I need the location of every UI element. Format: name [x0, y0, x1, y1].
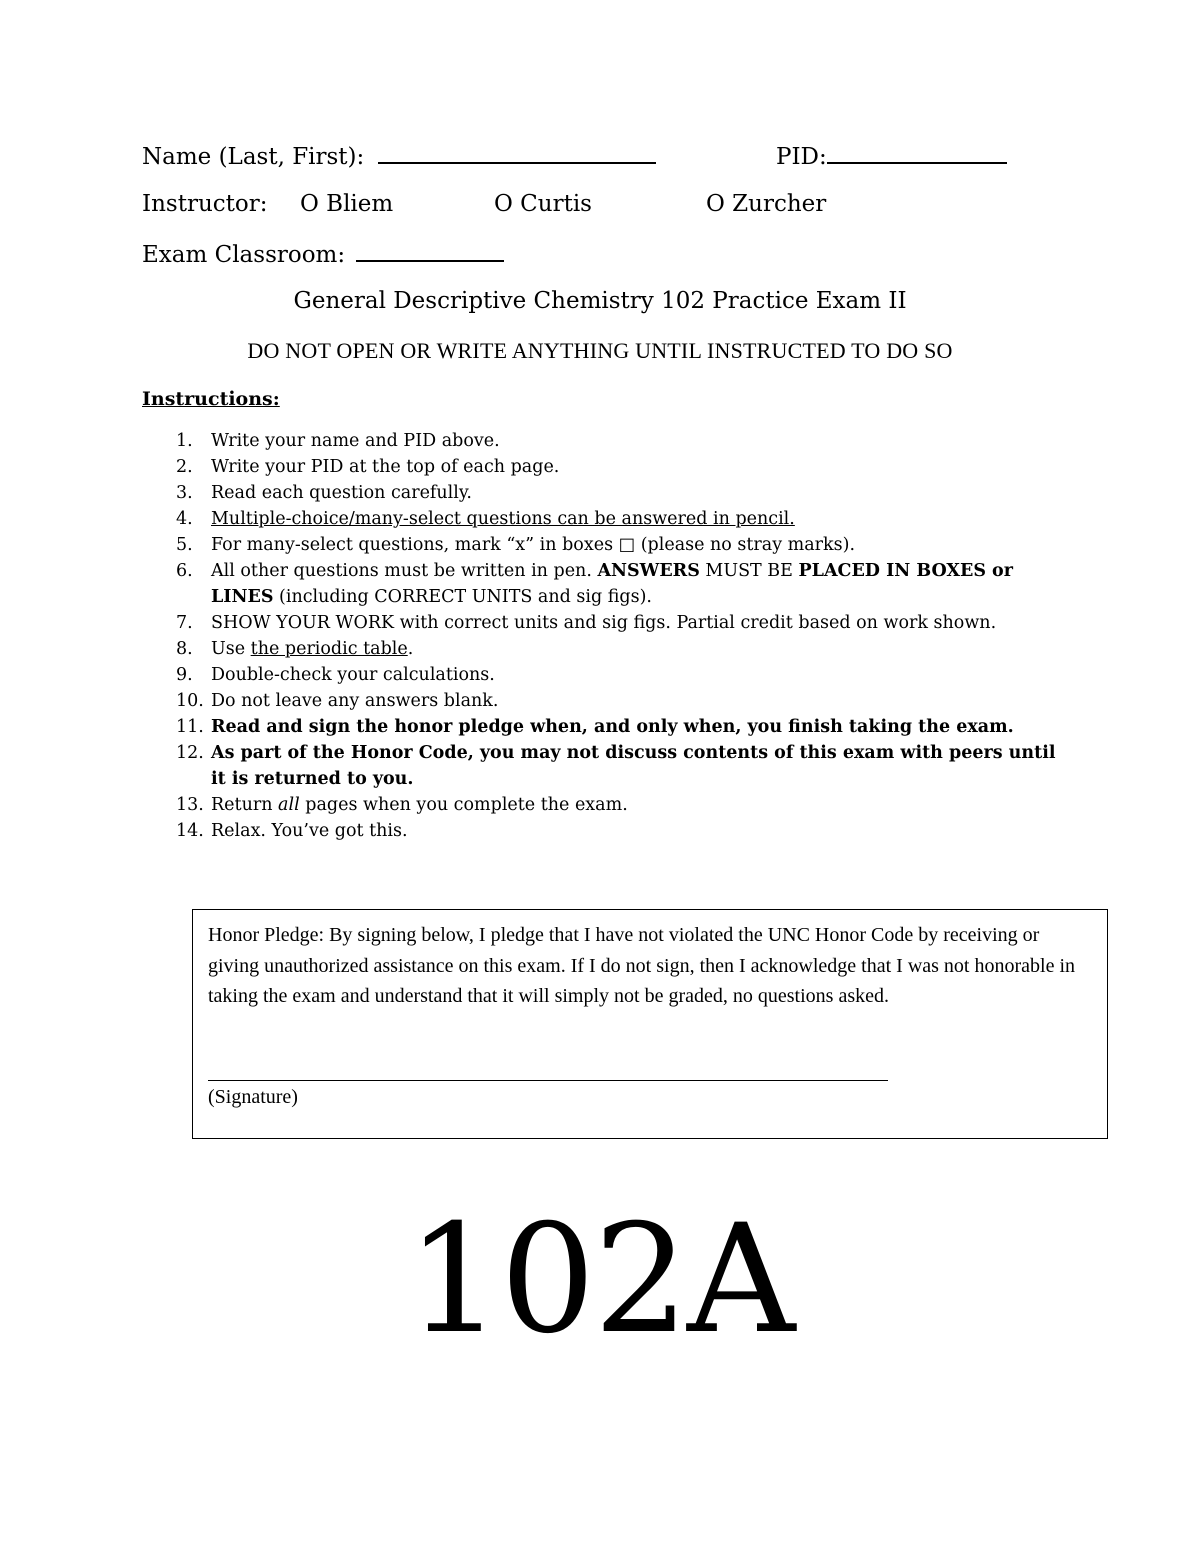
- item-number: 14.: [176, 821, 204, 841]
- item-text: Write your PID at the top of each page.: [211, 457, 560, 477]
- list-item: [176, 610, 1076, 636]
- item-number: 6.: [176, 561, 193, 581]
- warning-text: DO NOT OPEN OR WRITE ANYTHING UNTIL INSTRUCTED TO DO SO: [247, 338, 953, 363]
- pid-label: PID:: [776, 144, 827, 170]
- item-number: 3.: [176, 483, 193, 503]
- item-text: .: [407, 639, 414, 659]
- item-text: Double-check your calculations.: [211, 665, 495, 685]
- name-blank[interactable]: [378, 142, 656, 164]
- list-item: [176, 662, 1076, 688]
- periodic-table-link[interactable]: the periodic table: [250, 639, 408, 659]
- list-item: [176, 480, 1076, 506]
- item-number: 5.: [176, 535, 193, 555]
- item-number: 11.: [176, 717, 204, 737]
- item-number: 9.: [176, 665, 193, 685]
- list-item: [176, 792, 1076, 818]
- instructor-option-zurcher[interactable]: O Zurcher: [706, 191, 827, 217]
- exam-title: General Descriptive Chemistry 102 Practice Exam II: [293, 288, 907, 314]
- list-item: [176, 558, 1076, 610]
- instructor-label: Instructor:: [142, 191, 268, 217]
- item-text: All other questions must be written in pen.: [211, 561, 598, 581]
- item-number: 8.: [176, 639, 193, 659]
- classroom-blank[interactable]: [356, 240, 504, 262]
- item-text: Return: [211, 795, 279, 815]
- item-number: 2.: [176, 457, 193, 477]
- instructor-option-bliem[interactable]: O Bliem: [300, 191, 394, 217]
- item-text: pages when you complete the exam.: [299, 795, 628, 815]
- list-item: [176, 740, 1076, 792]
- item-text: Write your name and PID above.: [211, 431, 500, 451]
- item-text: (including CORRECT UNITS and sig figs).: [273, 587, 652, 607]
- item-bold-text: Read and sign the honor pledge when, and only when, you finish taking the exam.: [211, 717, 1014, 737]
- list-item: [176, 506, 1076, 532]
- list-item: [176, 532, 1076, 558]
- item-text: For many-select questions, mark “x” in boxes □ (please no stray marks).: [211, 535, 856, 555]
- item-text: Do not leave any answers blank.: [211, 691, 499, 711]
- item-number: 10.: [176, 691, 204, 711]
- instructor-option-curtis[interactable]: O Curtis: [494, 191, 592, 217]
- item-text: Read each question carefully.: [211, 483, 472, 503]
- list-item: [176, 688, 1076, 714]
- instructions-heading: Instructions:: [142, 388, 280, 410]
- list-item: [176, 636, 1076, 662]
- item-number: 12.: [176, 743, 204, 763]
- item-bold-text: ANSWERS: [597, 561, 700, 581]
- item-number: 7.: [176, 613, 193, 633]
- pid-row: [776, 142, 1007, 170]
- name-label: Name (Last, First):: [142, 144, 365, 170]
- item-bold-text: As part of the Honor Code, you may not discuss contents of this exam with peers until it is returned to you.: [211, 743, 1056, 789]
- exam-version-code: 102A: [406, 1193, 794, 1367]
- classroom-label: Exam Classroom:: [142, 242, 346, 268]
- name-row: [142, 142, 656, 170]
- signature-line[interactable]: [208, 1080, 888, 1081]
- honor-pledge-box: [192, 909, 1108, 1139]
- pid-blank[interactable]: [827, 142, 1007, 164]
- item-italic-text: all: [278, 795, 300, 815]
- list-item: [176, 818, 1076, 844]
- item-number: 13.: [176, 795, 204, 815]
- signature-label: (Signature): [208, 1086, 298, 1108]
- item-number: 4.: [176, 509, 193, 529]
- list-item: [176, 714, 1076, 740]
- item-bold-text: PLACED IN BOXES or LINES: [211, 561, 1013, 607]
- item-text: Use: [211, 639, 251, 659]
- item-number: 1.: [176, 431, 193, 451]
- list-item: [176, 454, 1076, 480]
- item-text: Multiple-choice/many-select questions can be answered in pencil.: [211, 509, 795, 529]
- list-item: [176, 428, 1076, 454]
- instructions-list: [176, 428, 1076, 844]
- classroom-row: [142, 240, 504, 268]
- item-text: MUST BE: [699, 561, 799, 581]
- item-text: SHOW YOUR WORK with correct units and sig figs. Partial credit based on work shown.: [211, 613, 997, 633]
- item-text: Relax. You’ve got this.: [211, 821, 408, 841]
- honor-pledge-text: Honor Pledge: By signing below, I pledge that I have not violated the UNC Honor Code by receiving or giving unauthorized assistance on this exam. If I do not sign, then I acknowledge that I was not honorable in taking the exam and understand that it will simply not be graded, no questions asked.: [208, 924, 1076, 1007]
